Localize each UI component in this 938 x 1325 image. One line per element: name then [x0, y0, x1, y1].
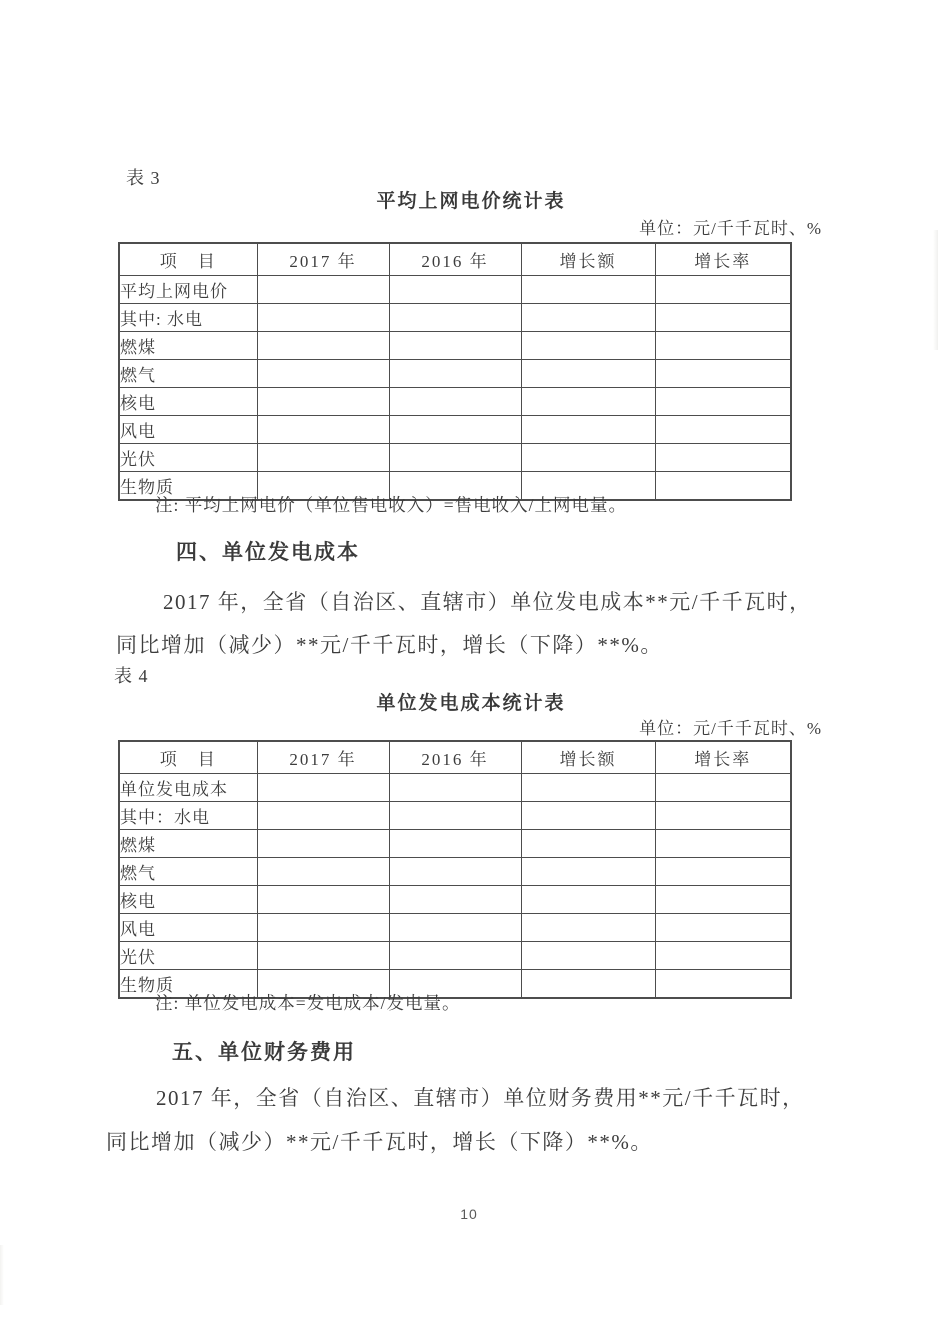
section4-paragraph-line1: 2017 年，全省（自治区、直辖市）单位发电成本**元/千千瓦时，	[163, 590, 812, 614]
column-header: 2016 年	[389, 243, 521, 276]
row-label: 生物质	[119, 472, 257, 501]
section5-heading: 五、单位财务费用	[172, 1041, 356, 1064]
empty-cell	[655, 276, 791, 304]
section5-paragraph-line2: 同比增加（减少）**元/千千瓦时，增长（下降）**%。	[106, 1130, 653, 1154]
empty-cell	[521, 858, 655, 886]
row-label: 燃煤	[119, 830, 257, 858]
empty-cell	[655, 360, 791, 388]
empty-cell	[521, 774, 655, 802]
empty-cell	[257, 914, 389, 942]
section5-paragraph-line1: 2017 年，全省（自治区、直辖市）单位财务费用**元/千千瓦时，	[156, 1086, 805, 1110]
empty-cell	[521, 942, 655, 970]
table-row	[119, 360, 791, 388]
empty-cell	[389, 304, 521, 332]
empty-cell	[655, 444, 791, 472]
table-header-row	[119, 741, 791, 774]
row-label: 风电	[119, 914, 257, 942]
scan-artifact	[0, 1245, 4, 1305]
empty-cell	[521, 914, 655, 942]
table-row	[119, 388, 791, 416]
row-label: 生物质	[119, 970, 257, 999]
column-header: 增长率	[655, 243, 791, 276]
column-header: 增长额	[521, 741, 655, 774]
table-row	[119, 914, 791, 942]
empty-cell	[389, 276, 521, 304]
empty-cell	[257, 858, 389, 886]
scan-artifact	[933, 230, 938, 350]
empty-cell	[655, 830, 791, 858]
table3-label: 表 3	[126, 168, 161, 188]
table-row	[119, 332, 791, 360]
row-label: 风电	[119, 416, 257, 444]
empty-cell	[389, 774, 521, 802]
column-header: 项 目	[119, 741, 257, 774]
empty-cell	[521, 802, 655, 830]
empty-cell	[389, 332, 521, 360]
table-header-row	[119, 243, 791, 276]
empty-cell	[257, 830, 389, 858]
table-row	[119, 304, 791, 332]
empty-cell	[655, 304, 791, 332]
empty-cell	[521, 388, 655, 416]
empty-cell	[521, 360, 655, 388]
column-header: 项 目	[119, 243, 257, 276]
empty-cell	[655, 388, 791, 416]
table-row	[119, 942, 791, 970]
empty-cell	[521, 304, 655, 332]
table4	[118, 740, 792, 999]
row-label: 其中：水电	[119, 802, 257, 830]
column-header: 增长率	[655, 741, 791, 774]
empty-cell	[389, 360, 521, 388]
empty-cell	[257, 886, 389, 914]
table-row	[119, 802, 791, 830]
row-label: 单位发电成本	[119, 774, 257, 802]
column-header: 增长额	[521, 243, 655, 276]
table-row	[119, 276, 791, 304]
empty-cell	[521, 970, 655, 999]
empty-cell	[655, 970, 791, 999]
empty-cell	[257, 444, 389, 472]
empty-cell	[655, 774, 791, 802]
empty-cell	[257, 774, 389, 802]
row-label: 燃煤	[119, 332, 257, 360]
empty-cell	[521, 830, 655, 858]
empty-cell	[655, 472, 791, 501]
empty-cell	[389, 858, 521, 886]
table3-unit: 单位：元/千千瓦时、%	[639, 219, 822, 238]
empty-cell	[389, 388, 521, 416]
column-header: 2017 年	[257, 741, 389, 774]
table3-note: 注: 平均上网电价（单位售电收入）=售电收入/上网电量。	[155, 495, 627, 515]
table4-note: 注: 单位发电成本=发电成本/发电量。	[155, 993, 461, 1013]
row-label: 燃气	[119, 360, 257, 388]
empty-cell	[521, 276, 655, 304]
section4-paragraph-line2: 同比增加（减少）**元/千千瓦时，增长（下降）**%。	[116, 633, 663, 657]
empty-cell	[389, 802, 521, 830]
empty-cell	[655, 886, 791, 914]
empty-cell	[389, 416, 521, 444]
empty-cell	[257, 360, 389, 388]
table-row	[119, 858, 791, 886]
table-row	[119, 444, 791, 472]
table4-label: 表 4	[114, 666, 149, 686]
empty-cell	[257, 416, 389, 444]
empty-cell	[389, 942, 521, 970]
row-label: 核电	[119, 388, 257, 416]
empty-cell	[389, 914, 521, 942]
table4-title: 单位发电成本统计表	[376, 693, 566, 714]
empty-cell	[257, 276, 389, 304]
empty-cell	[389, 830, 521, 858]
empty-cell	[521, 886, 655, 914]
empty-cell	[655, 858, 791, 886]
empty-cell	[521, 416, 655, 444]
table-row	[119, 774, 791, 802]
empty-cell	[521, 332, 655, 360]
page-number: 10	[460, 1206, 478, 1222]
row-label: 核电	[119, 886, 257, 914]
empty-cell	[257, 942, 389, 970]
row-label: 燃气	[119, 858, 257, 886]
table-row	[119, 886, 791, 914]
empty-cell	[655, 914, 791, 942]
column-header: 2017 年	[257, 243, 389, 276]
row-label: 平均上网电价	[119, 276, 257, 304]
table-row	[119, 416, 791, 444]
empty-cell	[389, 444, 521, 472]
empty-cell	[521, 444, 655, 472]
empty-cell	[257, 388, 389, 416]
empty-cell	[257, 802, 389, 830]
row-label: 光伏	[119, 444, 257, 472]
empty-cell	[257, 304, 389, 332]
table3	[118, 242, 792, 501]
table3-title: 平均上网电价统计表	[376, 191, 566, 212]
empty-cell	[257, 332, 389, 360]
row-label: 其中: 水电	[119, 304, 257, 332]
section4-heading: 四、单位发电成本	[176, 541, 360, 564]
table-row	[119, 830, 791, 858]
row-label: 光伏	[119, 942, 257, 970]
empty-cell	[655, 802, 791, 830]
empty-cell	[655, 416, 791, 444]
table4-unit: 单位：元/千千瓦时、%	[639, 719, 822, 738]
empty-cell	[655, 942, 791, 970]
empty-cell	[655, 332, 791, 360]
column-header: 2016 年	[389, 741, 521, 774]
empty-cell	[389, 886, 521, 914]
